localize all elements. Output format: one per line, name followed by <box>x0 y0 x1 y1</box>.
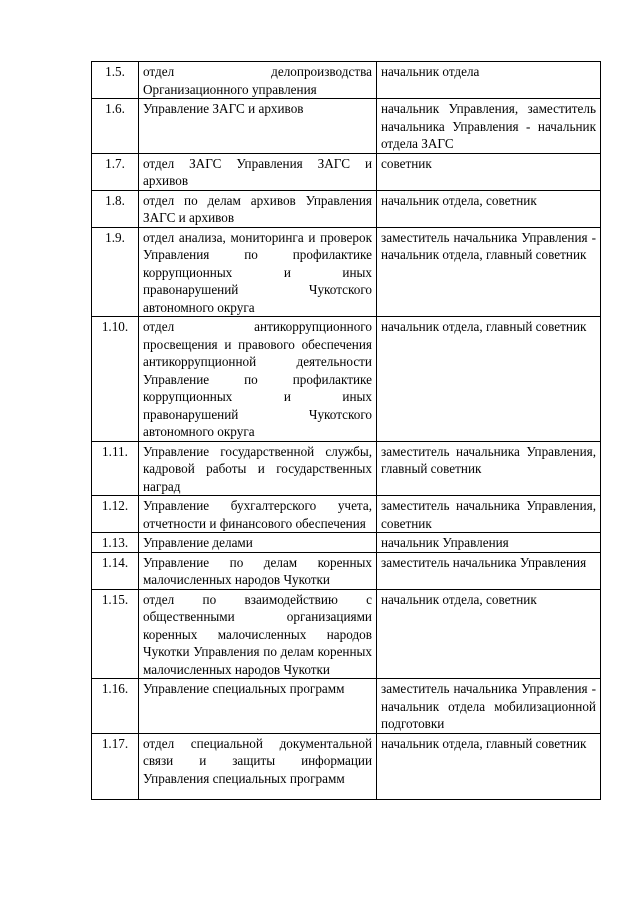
unit-name: Управление делами <box>139 533 377 553</box>
row-number: 1.15. <box>92 589 139 679</box>
position-title: советник <box>377 153 601 190</box>
position-title: начальник отдела <box>377 62 601 99</box>
table-row <box>92 533 601 553</box>
position-title: заместитель начальника Управления, советник <box>377 496 601 533</box>
unit-name: отдел делопроизводства Организационного управления <box>139 62 377 99</box>
table-row <box>92 733 601 799</box>
unit-name: Управление специальных программ <box>139 679 377 734</box>
position-title: начальник Управления, заместитель начальника Управления - начальник отдела ЗАГС <box>377 99 601 154</box>
row-number: 1.17. <box>92 733 139 799</box>
positions-table <box>91 61 601 800</box>
unit-name: отдел анализа, мониторинга и проверок Управления по профилактике коррупционных и иных правонарушений Чукотского автономного округа <box>139 227 377 317</box>
table-row <box>92 190 601 227</box>
table-row <box>92 552 601 589</box>
unit-name: Управление ЗАГС и архивов <box>139 99 377 154</box>
unit-name: отдел по делам архивов Управления ЗАГС и архивов <box>139 190 377 227</box>
row-number: 1.10. <box>92 317 139 442</box>
position-title: заместитель начальника Управления, главный советник <box>377 441 601 496</box>
unit-name: Управление бухгалтерского учета, отчетности и финансового обеспечения <box>139 496 377 533</box>
row-number: 1.12. <box>92 496 139 533</box>
unit-name: Управление государственной службы, кадровой работы и государственных наград <box>139 441 377 496</box>
table-row <box>92 99 601 154</box>
row-number: 1.9. <box>92 227 139 317</box>
position-title: начальник отдела, главный советник <box>377 317 601 442</box>
row-number: 1.7. <box>92 153 139 190</box>
position-title: заместитель начальника Управления - начальник отдела мобилизационной подготовки <box>377 679 601 734</box>
position-title: начальник отдела, главный советник <box>377 733 601 799</box>
unit-name: Управление по делам коренных малочисленных народов Чукотки <box>139 552 377 589</box>
row-number: 1.16. <box>92 679 139 734</box>
table-row <box>92 62 601 99</box>
table-row <box>92 227 601 317</box>
position-title: заместитель начальника Управления <box>377 552 601 589</box>
unit-name: отдел антикоррупционного просвещения и правового обеспечения антикоррупционной деятельности Управление по профилактике коррупционных и иных правонарушений Чукотского автономного округа <box>139 317 377 442</box>
table-row <box>92 153 601 190</box>
table-row <box>92 679 601 734</box>
row-number: 1.6. <box>92 99 139 154</box>
table-row <box>92 496 601 533</box>
row-number: 1.13. <box>92 533 139 553</box>
unit-name: отдел ЗАГС Управления ЗАГС и архивов <box>139 153 377 190</box>
table-row <box>92 441 601 496</box>
row-number: 1.5. <box>92 62 139 99</box>
row-number: 1.14. <box>92 552 139 589</box>
row-number: 1.8. <box>92 190 139 227</box>
unit-name: отдел специальной документальной связи и защиты информации Управления специальных программ <box>139 733 377 799</box>
unit-name: отдел по взаимодействию с общественными организациями коренных малочисленных народов Чукотки Управления по делам коренных малочисленных народов Чукотки <box>139 589 377 679</box>
table-row <box>92 589 601 679</box>
position-title: начальник отдела, советник <box>377 190 601 227</box>
table-row <box>92 317 601 442</box>
position-title: начальник Управления <box>377 533 601 553</box>
position-title: начальник отдела, советник <box>377 589 601 679</box>
row-number: 1.11. <box>92 441 139 496</box>
position-title: заместитель начальника Управления - начальник отдела, главный советник <box>377 227 601 317</box>
